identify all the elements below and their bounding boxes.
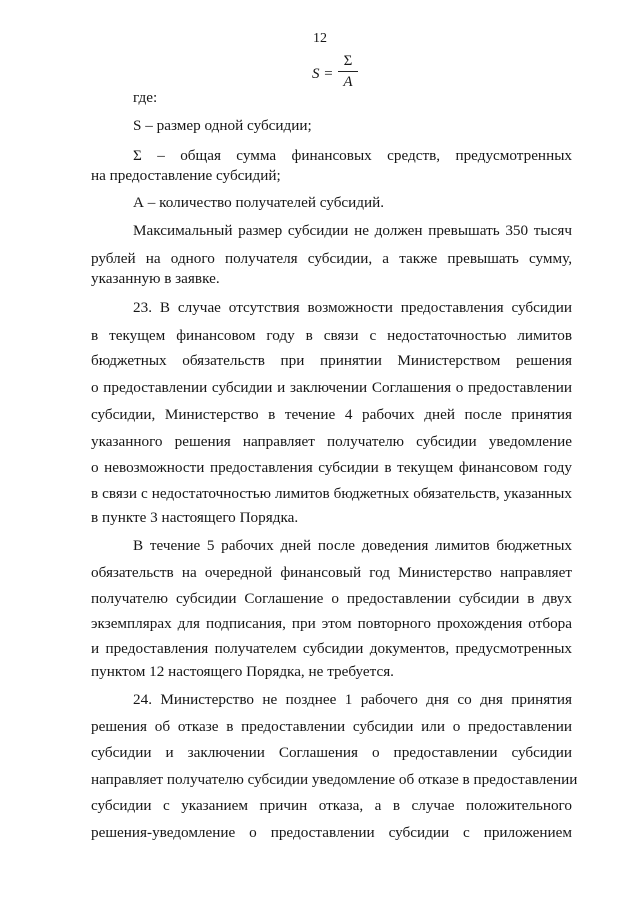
text-line: В течение 5 рабочих дней после доведения лимитов бюджетных	[133, 537, 572, 554]
text-line: в пункте 3 настоящего Порядка.	[91, 509, 299, 526]
text-line: о невозможности предоставления субсидии в текущем финансовом году	[91, 459, 572, 476]
formula-numerator: Σ	[343, 53, 353, 69]
text-line: Σ – общая сумма финансовых средств, предусмотренных	[133, 147, 572, 164]
formula-lhs: S =	[312, 66, 334, 82]
text-line: 24. Министерство не позднее 1 рабочего дня со дня принятия	[133, 691, 572, 708]
text-line: субсидии, Министерство в течение 4 рабочих дней после принятия	[91, 406, 572, 423]
text-line: обязательств на очередной финансовый год Министерство направляет	[91, 564, 572, 581]
text-line: указанную в заявке.	[91, 270, 220, 287]
formula-denominator: A	[343, 74, 353, 90]
formula-fraction	[338, 52, 358, 91]
text-line: бюджетных обязательств при принятии Министерством решения	[91, 352, 572, 369]
text-line: решения-уведомление о предоставлении субсидии с приложением	[91, 824, 572, 841]
text-line: направляет получателю субсидии уведомление об отказе в предоставлении	[91, 771, 578, 788]
page-number: 12	[313, 31, 327, 46]
text-line: в текущем финансовом году в связи с недостаточностью лимитов	[91, 327, 572, 344]
text-line: субсидии и заключении Соглашения о предоставлении субсидии	[91, 744, 572, 761]
text-line: Максимальный размер субсидии не должен превышать 350 тысяч	[133, 222, 572, 239]
text-line: решения об отказе в предоставлении субсидии или о предоставлении	[91, 718, 572, 735]
fraction-bar	[338, 71, 358, 72]
text-line: получателю субсидии Соглашение о предоставлении субсидии в двух	[91, 590, 572, 607]
text-line: на предоставление субсидий;	[91, 167, 281, 184]
text-line: экземплярах для подписания, при этом повторного прохождения отбора	[91, 615, 572, 632]
text-line: субсидии с указанием причин отказа, а в случае положительного	[91, 797, 572, 814]
text-line: и предоставления получателем субсидии документов, предусмотренных	[91, 640, 572, 657]
text-line: рублей на одного получателя субсидии, а также превышать сумму,	[91, 250, 572, 267]
text-line: 23. В случае отсутствия возможности предоставления субсидии	[133, 299, 572, 316]
text-line: указанного решения направляет получателю субсидии уведомление	[91, 433, 572, 450]
text-line: о предоставлении субсидии и заключении Соглашения о предоставлении	[91, 379, 572, 396]
text-line: где:	[133, 89, 158, 106]
text-line: А – количество получателей субсидий.	[133, 194, 385, 211]
text-line: S – размер одной субсидии;	[133, 117, 312, 134]
text-line: пунктом 12 настоящего Порядка, не требуется.	[91, 663, 394, 680]
text-line: в связи с недостаточностью лимитов бюджетных обязательств, указанных	[91, 485, 572, 502]
